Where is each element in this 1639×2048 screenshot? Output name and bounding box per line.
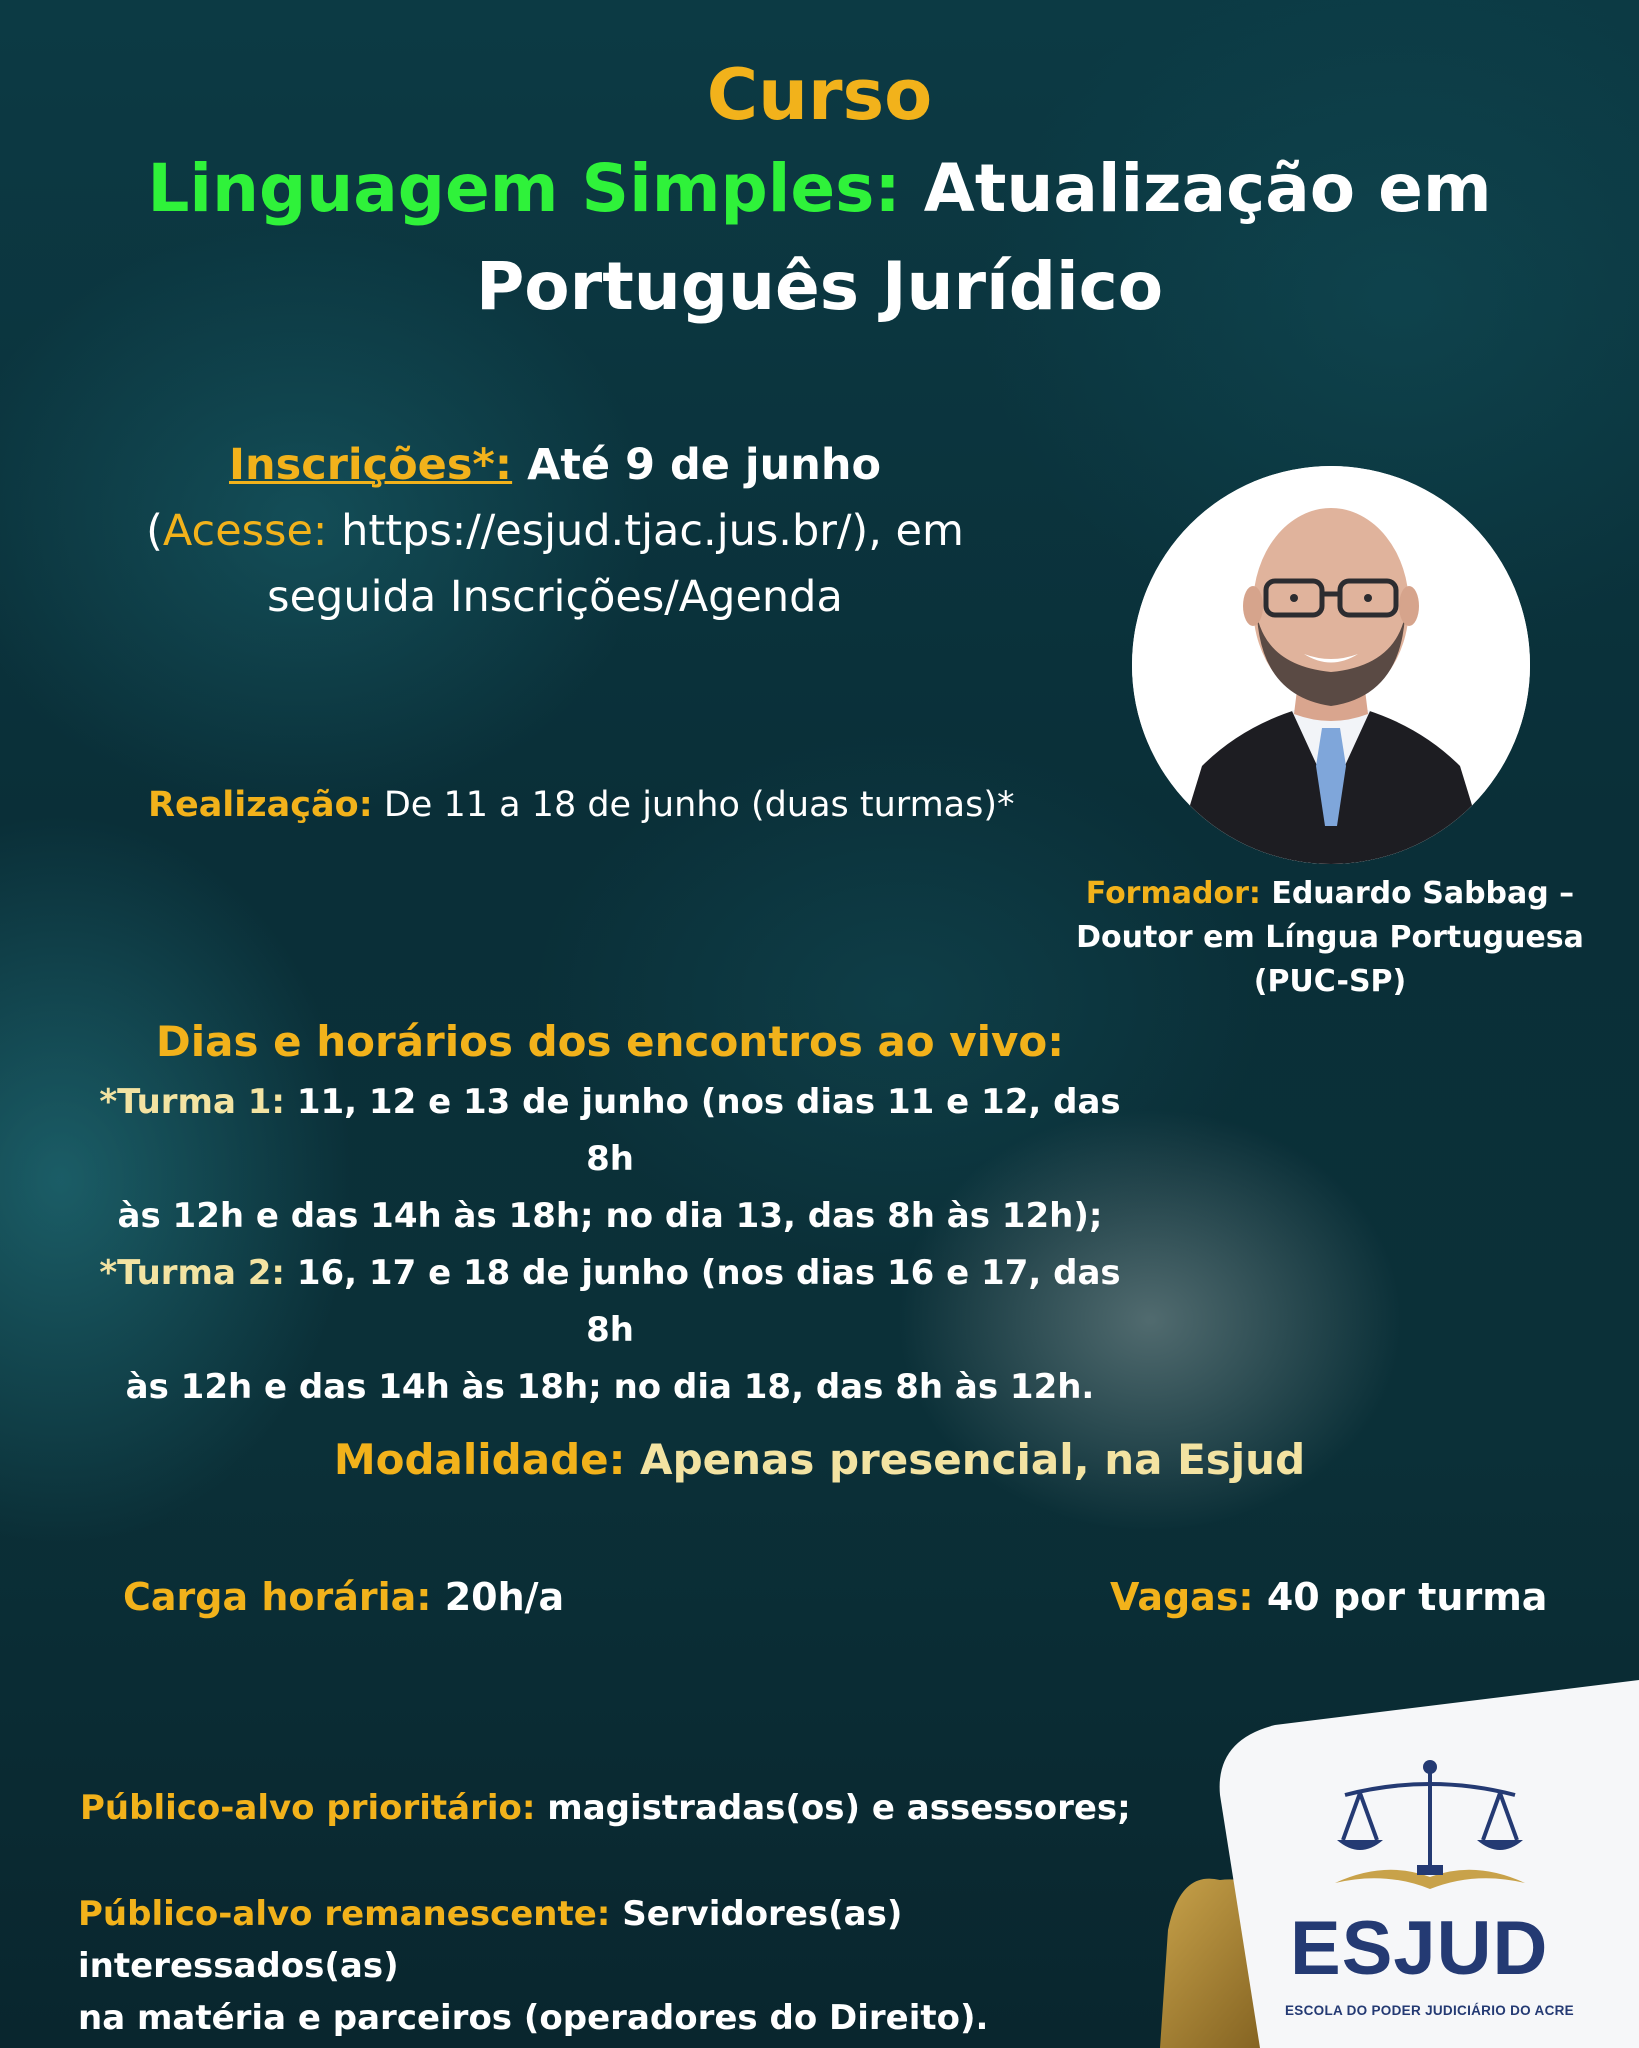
vagas-value: 40 por turma [1253,1575,1548,1619]
realizacao-label: Realização: [148,785,373,825]
turma-2-text: 16, 17 e 18 de junho (nos dias 16 e 17, das 8h [285,1253,1121,1350]
registration-line-3: seguida Inscrições/Agenda [267,572,843,622]
schedule-title: Dias e horários dos encontros ao vivo: [155,1017,1065,1066]
schedule-section [90,1010,1130,1416]
scales-of-justice-icon [1325,1755,1535,1905]
logo-wordmark: ESJUD [1290,1906,1549,1991]
publico-remanescente-label: Público-alvo remanescente: [78,1894,611,1934]
publico-remanescente-line-1 [78,1888,1178,1992]
instructor-portrait-icon [1132,466,1530,864]
vagas-label: Vagas: [1110,1575,1254,1619]
realizacao-value: De 11 a 18 de junho (duas turmas)* [372,785,1015,825]
carga-horaria-info [123,1575,564,1619]
realizacao-info [148,785,1015,825]
turma-1-line-2: às 12h e das 14h às 18h; no dia 13, das 8h às 12h); [117,1196,1103,1236]
formador-label: Formador: [1085,876,1261,911]
modalidade-value: Apenas presencial, na Esjud [625,1435,1306,1484]
turma-1-text: 11, 12 e 13 de junho (nos dias 11 e 12, das 8h [285,1082,1121,1179]
instructor-photo [1132,466,1530,864]
turma-1-label: *Turma 1: [99,1082,286,1122]
turma-2-line-2: às 12h e das 14h às 18h; no dia 18, das 8h às 12h. [125,1367,1095,1407]
registration-line-2 [90,498,1020,564]
modalidade-info [0,1435,1639,1484]
carga-value: 20h/a [431,1575,565,1619]
formador-name: Eduardo Sabbag – [1260,876,1575,911]
logo-subtitle: ESCOLA DO PODER JUDICIÁRIO DO ACRE [1285,2003,1574,2018]
access-label: Acesse: [162,506,328,556]
title-line-2 [0,140,1639,238]
registration-info [90,432,1020,630]
publico-remanescente-line-2: na matéria e parceiros (operadores do Direito). [78,1998,989,2038]
modalidade-label: Modalidade: [333,1435,626,1484]
publico-prioritario-info [80,1788,1131,1828]
registration-url[interactable]: https://esjud.tjac.jus.br/), em [327,506,964,556]
vagas-info [1110,1575,1547,1619]
publico-remanescente-info [78,1888,1178,2044]
publico-prioritario-label: Público-alvo prioritário: [80,1788,536,1828]
title-line-3: Português Jurídico [475,248,1164,325]
publico-prioritario-value: magistradas(os) e assessores; [535,1788,1131,1828]
registration-label: Inscrições*: [229,440,513,490]
open-paren: ( [146,506,163,556]
formador-line-2: Doutor em Língua Portuguesa [1076,920,1584,955]
title-curso: Curso [706,54,933,136]
registration-line-1 [90,432,1020,498]
formador-line-3: (PUC-SP) [1253,964,1407,999]
instructor-info [1065,872,1595,1004]
publico-remanescente-value: Servidores(as) interessados(as) [78,1894,903,1986]
title-white-part: Atualização em [900,150,1492,227]
carga-label: Carga horária: [123,1575,432,1619]
registration-deadline: Até 9 de junho [512,440,881,490]
title-green-part: Linguagem Simples: [147,150,901,227]
turma-2-line-1 [90,1245,1130,1359]
turma-2-label: *Turma 2: [99,1253,286,1293]
course-title [0,50,1639,336]
turma-1-line-1 [90,1074,1130,1188]
formador-line-1 [1065,872,1595,916]
